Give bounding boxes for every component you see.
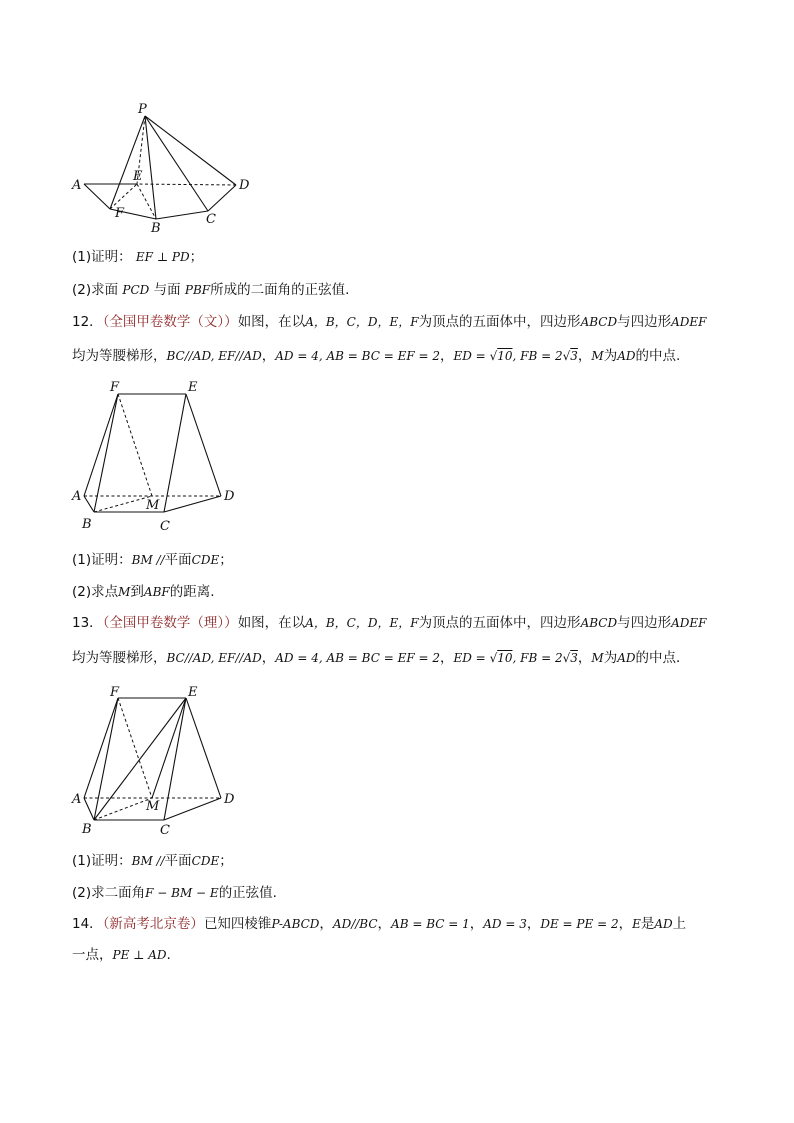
q13-cond3a: ED = (453, 651, 490, 665)
q12-cond3a: ED = (453, 349, 490, 363)
q14-cond4: DE = PE = 2 (540, 917, 619, 931)
q12-part2 (72, 581, 732, 603)
label-A: A (72, 489, 82, 504)
q12-part1-b: 平面 (164, 552, 192, 568)
q12-part2-m2: ABF (143, 585, 170, 599)
q14-source: （新高考北京卷） (102, 916, 204, 932)
q13-part1-suffix: ； (219, 853, 233, 869)
label-C: C (206, 212, 216, 227)
q12-part1-math: BM // (131, 553, 165, 567)
q13-line2-c: 的中点． (635, 650, 690, 666)
q13-part1-math: BM // (131, 854, 165, 868)
q14-sep3: ， (526, 916, 541, 932)
q12-source: （全国甲卷数学（文）） (102, 314, 238, 330)
q14-sep2: ， (469, 916, 484, 932)
q13-ad: AD (617, 651, 636, 665)
label-B: B (82, 517, 92, 532)
q13-number: 13． (72, 615, 103, 631)
q13-line1-c: 与四边形 (617, 615, 672, 631)
q14-pabcd: P-ABCD (271, 917, 320, 931)
q14-sep1: ， (377, 916, 392, 932)
q14-line1 (72, 913, 732, 935)
label-P: P (138, 102, 147, 117)
q13-vertices: A，B，C，D，E，F (305, 616, 419, 630)
q12-cond1: BC//AD, EF//AD (166, 349, 262, 363)
label-D: D (224, 489, 235, 504)
label-B: B (151, 221, 161, 236)
q12-ad: AD (617, 349, 636, 363)
q13-part1-m2: CDE (191, 854, 220, 868)
figure-q13-pentahedron (70, 684, 245, 844)
q14-line2-a: 一点， (72, 947, 113, 963)
q14-line1-a: 已知四棱锥 (203, 916, 272, 932)
q12-sep1: ， (261, 348, 276, 364)
q13-line2-a: 均为等腰梯形， (72, 650, 167, 666)
q14-e: E (632, 917, 641, 931)
q14-number: 14． (72, 916, 103, 932)
q13-sep3: ， (577, 650, 592, 666)
q12-line1-c: 与四边形 (617, 314, 672, 330)
q13-sep1: ， (261, 650, 276, 666)
q12-adef: ADEF (671, 315, 707, 329)
q14-ad: AD (654, 917, 673, 931)
q13-abcd: ABCD (580, 616, 618, 630)
label-E: E (188, 380, 198, 395)
q13-line1-a: 如图，在以 (237, 615, 306, 631)
q11-part2-b: 与面 (153, 282, 181, 298)
q11-part2-m2: PBF (184, 283, 211, 297)
q13-cond1: BC//AD, EF//AD (166, 651, 262, 665)
q13-source: （全国甲卷数学（理）） (102, 615, 238, 631)
q12-sqrt10: 10 (497, 349, 513, 363)
q12-part2-m: M (118, 585, 131, 599)
q12-part1-prefix: (1)证明： (72, 552, 132, 568)
figure-q12-pentahedron (70, 380, 245, 540)
q14-cond1: AD//BC (332, 917, 378, 931)
q12-line1-b: 为顶点的五面体中，四边形 (418, 314, 581, 330)
q14-sep4: ， (618, 916, 633, 932)
q12-vertices: A，B，C，D，E，F (305, 315, 419, 329)
q14-line1-b: 是 (640, 916, 655, 932)
label-F: F (115, 206, 125, 221)
q14-cond3: AD = 3 (483, 917, 527, 931)
q12-number: 12． (72, 314, 103, 330)
q11-part2-c: 所成的二面角的正弦值. (210, 282, 350, 298)
q14-line1-c: 上 (672, 916, 687, 932)
figure-q11-pyramid (70, 100, 260, 240)
q13-part2-b: 的正弦值. (218, 885, 277, 901)
q13-part1 (72, 850, 732, 872)
q13-adef: ADEF (671, 616, 707, 630)
q14-cond5: PE ⊥ AD (112, 948, 167, 962)
q14-cond2: AB = BC = 1 (391, 917, 470, 931)
q12-line2: 均为等腰梯形，BC//AD, EF//AD，AD = 4, AB = BC = EF = 2，ED = √10, FB = 2√3，M为AD的中点. (72, 348, 681, 364)
label-M: M (146, 799, 160, 814)
q13-part1-b: 平面 (164, 853, 192, 869)
q14-line2-b: . (166, 947, 171, 963)
q13-line2: 均为等腰梯形，BC//AD, EF//AD，AD = 4, AB = BC = EF = 2，ED = √10, FB = 2√3，M为AD的中点． (72, 650, 690, 666)
q12-line2-a: 均为等腰梯形， (72, 348, 167, 364)
q14-sep0: ， (319, 916, 333, 932)
q11-part2-a: (2)求面 (72, 282, 119, 298)
q11-part2 (72, 279, 732, 301)
q11-part1-suffix: ； (189, 249, 204, 265)
label-A: A (72, 178, 82, 193)
label-F: F (110, 380, 120, 395)
q12-part2-a: (2)求点 (72, 584, 119, 600)
q12-m: M (591, 349, 604, 363)
q12-part1-m2: CDE (191, 553, 220, 567)
q12-abcd: ABCD (580, 315, 618, 329)
q12-part2-c: 的距离. (169, 584, 215, 600)
q12-line2-c: 的中点. (635, 348, 681, 364)
q13-cond3b: , FB = 2 (512, 651, 563, 665)
label-C: C (160, 823, 170, 838)
label-D: D (239, 178, 250, 193)
q12-sep3: ， (577, 348, 592, 364)
label-F: F (110, 685, 120, 700)
q12-part2-b: 到 (130, 584, 144, 600)
q13-part2 (72, 882, 732, 904)
q13-line1-b: 为顶点的五面体中，四边形 (418, 615, 581, 631)
q11-part1 (72, 246, 732, 268)
label-B: B (82, 822, 92, 837)
q12-cond3b: , FB = 2 (512, 349, 563, 363)
q12-part1-suffix: ； (219, 552, 233, 568)
q12-sqrt3: 3 (570, 349, 578, 363)
q13-part2-a: (2)求二面角 (72, 885, 146, 901)
q13-line1 (72, 612, 732, 634)
q12-cond2: AD = 4, AB = BC = EF = 2 (275, 349, 440, 363)
q11-part1-math: EF ⊥ PD (135, 250, 190, 264)
q12-line1-a: 如图，在以 (237, 314, 306, 330)
q11-part1-prefix: (1)证明： (72, 249, 132, 265)
q13-cond2: AD = 4, AB = BC = EF = 2 (275, 651, 440, 665)
q12-line2-b: 为 (603, 348, 618, 364)
q13-sep2: ， (439, 650, 454, 666)
label-E: E (133, 169, 143, 184)
label-C: C (160, 519, 170, 534)
q12-sep2: ， (439, 348, 454, 364)
q13-sqrt10: 10 (497, 651, 513, 665)
q13-part2-m: F − BM − E (145, 886, 219, 900)
q13-sqrt3: 3 (570, 651, 578, 665)
q11-part2-m1: PCD (122, 283, 150, 297)
q12-line1 (72, 311, 732, 333)
q13-part1-prefix: (1)证明： (72, 853, 132, 869)
label-E: E (188, 685, 198, 700)
q12-part1 (72, 549, 732, 571)
q13-m: M (591, 651, 604, 665)
q14-line2 (72, 944, 732, 966)
q13-line2-b: 为 (603, 650, 618, 666)
label-A: A (72, 792, 82, 807)
label-D: D (224, 792, 235, 807)
label-M: M (146, 498, 160, 513)
